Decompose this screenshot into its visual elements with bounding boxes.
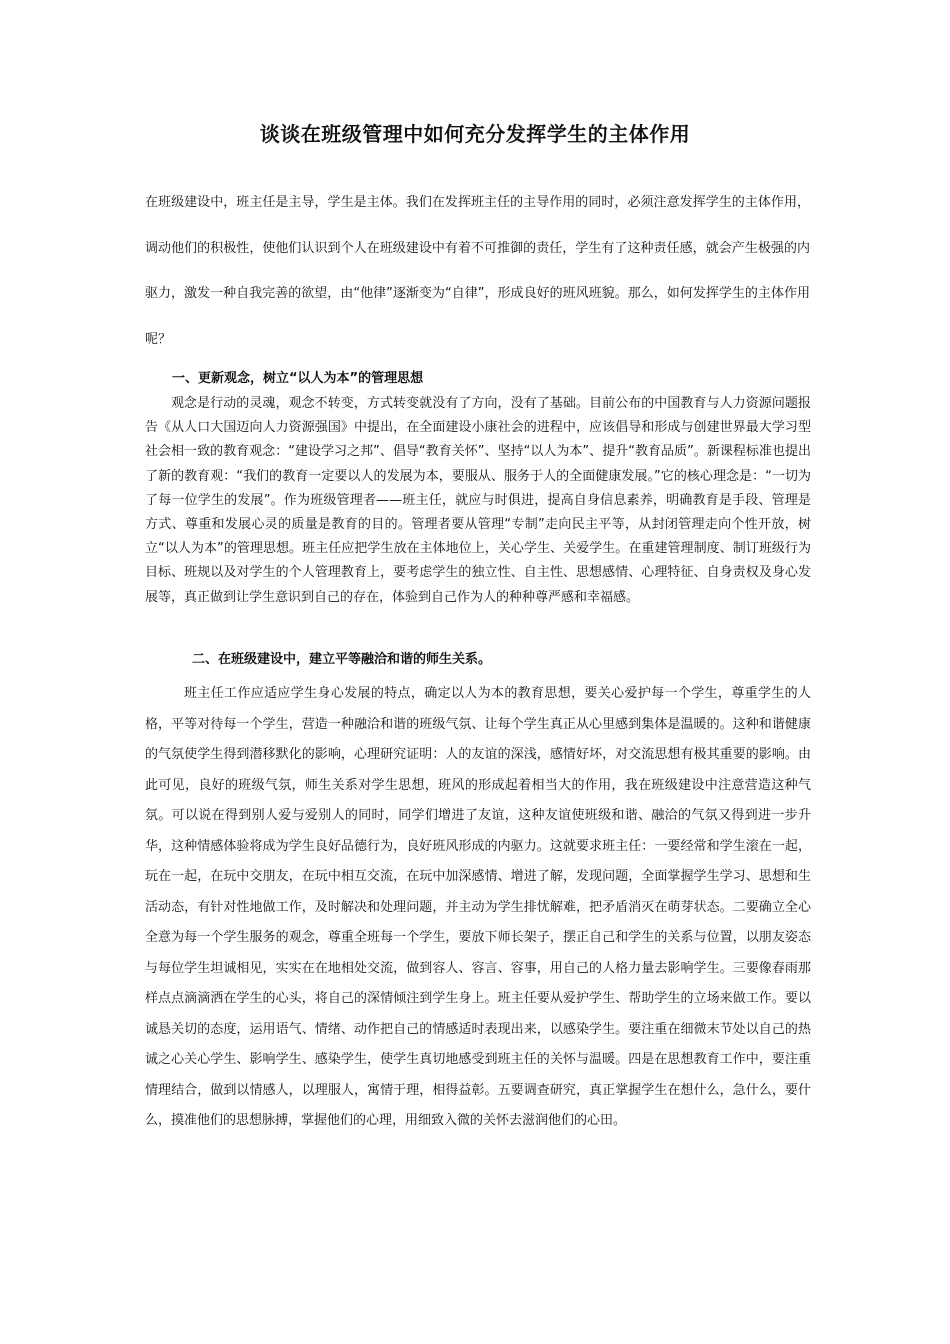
intro-paragraph: 在班级建设中，班主任是主导，学生是主体。我们在发挥班主任的主导作用的同时，必须注意发挥学生的主体作用，调动他们的积极性，使他们认识到个人在班级建设中有着不可推御的责任，学生有了这种责任感，就会产生极强的内驱力，激发一种自我完善的欲望，由“他律”逐渐变为“自律”，形成良好的班风班貌。那么，如何发挥学生的主体作用呢？ (145, 195, 810, 347)
section-1-body: 观念是行动的灵魂，观念不转变，方式转变就没有了方向，没有了基础。目前公布的中国教育与人力资源问题报告《从人口大国迈向人力资源强国》中提出，在全面建设小康社会的进程中，应该倡导和形成与创建世界最大学习型社会相一致的教育观念：“建设学习之邦”、倡导“教育关怀”、坚持“以人为本”、提升“教育品质”。新课程标准也提出了新的教育观：“我们的教育一定要以人的发展为本，要服从、服务于人的全面健康发展。”它的核心理念是：“一切为了每一位学生的发展”。作为班级管理者——班主任，就应与时俱进，提高自身信息素养，明确教育是手段、管理是方式、尊重和发展心灵的质量是教育的目的。管理者要从管理“专制”走向民主平等，从封闭管理走向个性开放，树立“以人为本”的管理思想。班主任应把学生放在主体地位上，关心学生、关爱学生。在重建管理制度、制订班级行为目标、班规以及对学生的个人管理教育上，要考虑学生的独立性、自主性、思想感情、心理特征、自身责权及身心发展等，真正做到让学生意识到自己的存在，体验到自己作为人的种种尊严感和幸福感。 (145, 396, 811, 605)
section-2-heading: 二、在班级建设中，建立平等融洽和谐的师生关系。 (192, 652, 492, 667)
section-2-body: 班主任工作应适应学生身心发展的特点，确定以人为本的教育思想，要关心爱护每一个学生，尊重学生的人格，平等对待每一个学生，营造一种融洽和谐的班级气氛、让每个学生真正从心里感到集体是温暖的。这种和谐健康的气氛使学生得到潜移默化的影响，心理研究证明：人的友谊的深浅，感情好坏，对交流思想有极其重要的影响。由此可见，良好的班级气氛，师生关系对学生思想，班风的形成起着相当大的作用，我在班级建设中注意营造这种气氛。可以说在得到别人爱与爱别人的同时，同学们增进了友谊，这种友谊使班级和谐、融洽的气氛又得到进一步升华，这种情感体验将成为学生良好品德行为，良好班风形成的内驱力。这就要求班主任：一要经常和学生滚在一起，玩在一起，在玩中交朋友，在玩中相互交流，在玩中加深感情、增进了解，发现问题，全面掌握学生学习、思想和生活动态，有针对性地做工作，及时解决和处理问题，并主动为学生排忧解难，把矛盾消灭在萌芽状态。二要确立全心全意为每一个学生服务的观念，尊重全班每一个学生，要放下师长架子，摆正自己和学生的关系与位置，以朋友姿态与每位学生坦诚相见，实实在在地相处交流，做到容人、容言、容事，用自己的人格力量去影响学生。三要像春雨那样点点滴滴洒在学生的心头，将自己的深情倾注到学生身上。班主任要从爱护学生、帮助学生的立场来做工作。要以诚恳关切的态度，运用语气、情绪、动作把自己的情感适时表现出来，以感染学生。要注重在细微末节处以自己的热诚之心关心学生、影响学生、感染学生，使学生真切地感受到班主任的关怀与温暖。四是在思想教育工作中，要注重情理结合，做到以情感人，以理服人，寓情于理，相得益彰。五要调查研究，真正掌握学生在想什么，急什么，要什么，摸准他们的思想脉搏，掌握他们的心理，用细致入微的关怀去滋润他们的心田。 (145, 686, 811, 1128)
section-1-heading: 一、更新观念，树立“以人为本”的管理思想 (172, 371, 424, 386)
document-title: 谈谈在班级管理中如何充分发挥学生的主体作用 (259, 122, 691, 146)
